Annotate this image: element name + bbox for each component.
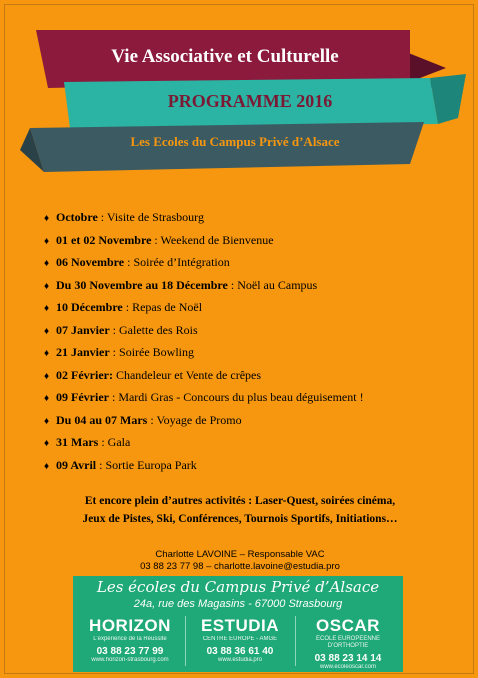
diamond-bullet-icon: ♦	[44, 438, 50, 449]
contact-person: Charlotte LAVOINE – Responsable VAC	[155, 549, 325, 560]
event-item: ♦ 09 Février : Mardi Gras - Concours du plus beau déguisement !	[44, 388, 464, 411]
event-item: ♦ 31 Mars : Gala	[44, 433, 464, 456]
event-item: ♦ Du 30 Novembre au 18 Décembre : Noël au Campus	[44, 276, 464, 299]
banner-subtitle: Les Ecoles du Campus Privé d’Alsace	[130, 134, 340, 149]
school-tagline: ÉCOLE EUROPÉENNE D’ORTHOPTIE	[315, 636, 381, 649]
school-website[interactable]: www.ecoleoscar.com	[319, 664, 377, 670]
contact-block	[80, 549, 400, 573]
school-name: HORIZON	[89, 616, 171, 635]
diamond-bullet-icon: ♦	[44, 460, 50, 472]
extra-activities	[20, 492, 460, 528]
event-item: ♦ Octobre : Visite de Strasbourg	[44, 208, 464, 231]
event-item: ♦ 01 et 02 Novembre : Weekend de Bienvenue	[44, 231, 464, 254]
school-name: OSCAR	[316, 616, 380, 635]
event-item: ♦ 09 Avril : Sortie Europa Park	[44, 456, 464, 479]
school-phone: 03 88 23 77 99	[96, 646, 164, 657]
diamond-bullet-icon: ♦	[44, 393, 50, 404]
school-tagline: L’expérience de la Réussite	[93, 636, 167, 642]
contact-details[interactable]: 03 88 23 77 98 – charlotte.lavoine@estudia.pro	[140, 561, 340, 572]
footer-divider	[185, 616, 186, 666]
extra-line-1: Et encore plein d’autres activités : Laser-Quest, soirées cinéma,	[84, 495, 396, 507]
school-tagline: CENTRE EUROPE - AMGE	[202, 636, 278, 642]
extra-line-2: Jeux de Pistes, Ski, Conférences, Tournois Sportifs, Initiations…	[82, 513, 398, 525]
school-website[interactable]: www.estudia.pro	[217, 657, 263, 663]
event-item: ♦ 02 Février: Chandeleur et Vente de crêpes	[44, 366, 464, 389]
event-item: ♦ 21 Janvier : Soirée Bowling	[44, 343, 464, 366]
event-item: ♦ 07 Janvier : Galette des Rois	[44, 321, 464, 344]
event-item: ♦ Du 04 au 07 Mars : Voyage de Promo	[44, 411, 464, 434]
event-list	[44, 208, 464, 478]
diamond-bullet-icon: ♦	[44, 213, 50, 224]
event-item: ♦ 06 Novembre : Soirée d’Intégration	[44, 253, 464, 276]
footer-banner	[73, 576, 403, 672]
diamond-bullet-icon: ♦	[44, 325, 50, 337]
school-phone: 03 88 23 14 14	[314, 653, 382, 664]
school-horizon	[77, 616, 183, 663]
diamond-bullet-icon: ♦	[44, 370, 50, 382]
diamond-bullet-icon: ♦	[44, 348, 50, 359]
footer-title: Les écoles du Campus Privé d’Alsace	[96, 578, 380, 596]
school-website[interactable]: www.horizon-strasbourg.com	[91, 657, 169, 663]
footer-address: 24a, rue des Magasins - 67000 Strasbourg	[133, 598, 343, 610]
diamond-bullet-icon: ♦	[44, 303, 50, 314]
school-phone: 03 88 36 61 40	[206, 646, 274, 657]
diamond-bullet-icon: ♦	[44, 258, 50, 269]
school-oscar	[295, 616, 401, 670]
diamond-bullet-icon: ♦	[44, 235, 50, 247]
banner-title: Vie Associative et Culturelle	[111, 46, 339, 67]
diamond-bullet-icon: ♦	[44, 415, 50, 427]
banner-programme: PROGRAMME 2016	[167, 91, 333, 111]
school-name: ESTUDIA	[200, 616, 280, 635]
diamond-bullet-icon: ♦	[44, 280, 50, 292]
event-item: ♦ 10 Décembre : Repas de Noël	[44, 298, 464, 321]
school-estudia	[187, 616, 293, 663]
